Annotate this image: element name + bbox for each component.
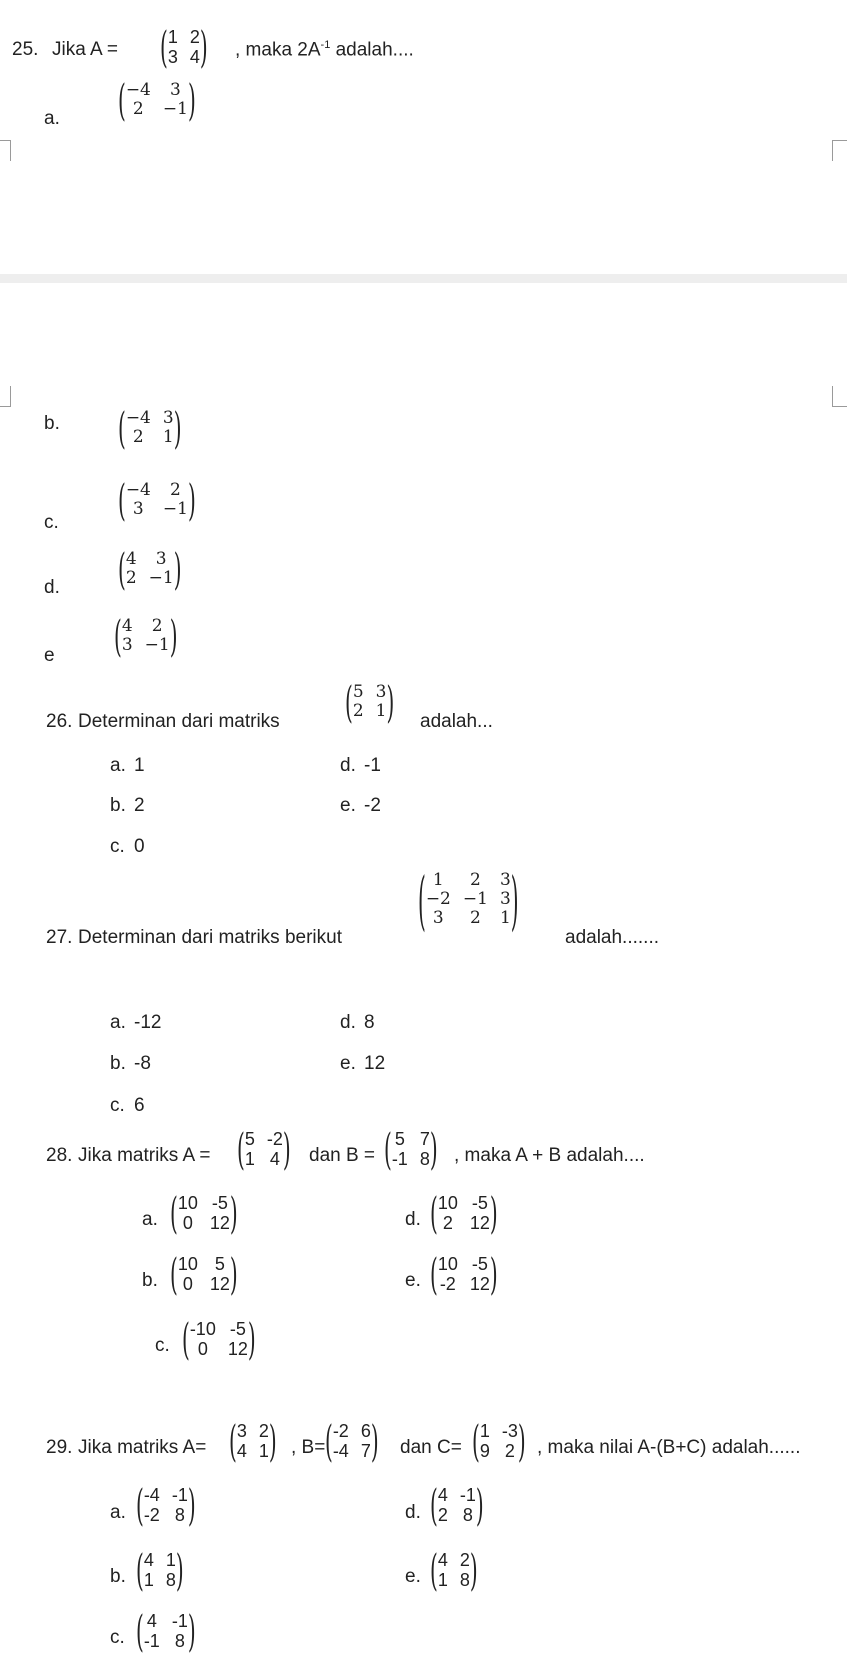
- matrix-right-paren: ): [229, 1248, 238, 1301]
- matrix-right-paren: ): [475, 1479, 484, 1532]
- matrix-cell: 1: [165, 1550, 176, 1570]
- matrix-cell: 0: [182, 1212, 193, 1233]
- matrix-grid: [438, 1255, 490, 1294]
- matrix-cell: −4: [125, 408, 151, 428]
- matrix-cell: 4: [121, 616, 133, 636]
- matrix-cell: −1: [462, 888, 488, 909]
- matrix-cell: 5: [394, 1129, 405, 1149]
- matrix-cell: −1: [148, 567, 174, 588]
- q27-matrix: [418, 861, 519, 939]
- matrix-right-paren: ): [469, 1544, 478, 1597]
- matrix-cell: 5: [244, 1129, 255, 1149]
- q29-option-b-matrix: [136, 1544, 184, 1597]
- q25-option-a-label: a.: [44, 108, 60, 129]
- matrix-cell: 3: [375, 682, 387, 702]
- q26-option-c: [110, 837, 145, 856]
- matrix-left-paren: (: [229, 1415, 237, 1468]
- matrix-cell: 4: [236, 1440, 247, 1461]
- matrix-cell: 4: [437, 1550, 448, 1570]
- q28-matrix-a: [237, 1123, 291, 1176]
- matrix-right-paren: ): [489, 1248, 498, 1301]
- option-label: b.: [110, 1053, 126, 1074]
- matrix-grid: [126, 410, 174, 447]
- matrix-cell: 12: [227, 1338, 248, 1359]
- page-corner-top-right: [832, 140, 847, 161]
- matrix-cell: 7: [360, 1440, 371, 1461]
- matrix-cell: -2: [439, 1273, 456, 1294]
- matrix-cell: 8: [174, 1504, 185, 1525]
- q27-text: Determinan dari matriks berikut: [78, 927, 342, 948]
- matrix-left-paren: (: [118, 543, 126, 596]
- page-corner-bottom-right: [832, 386, 847, 407]
- matrix-cell: -5: [471, 1193, 488, 1213]
- matrix-right-paren: ): [386, 676, 395, 729]
- matrix-cell: 12: [209, 1212, 230, 1233]
- matrix-grid: [122, 618, 170, 655]
- matrix-grid: [144, 1612, 188, 1651]
- matrix-cell: 3: [121, 634, 133, 655]
- matrix-cell: 1: [479, 1421, 490, 1441]
- matrix-grid: [438, 1194, 490, 1233]
- q25-option-e-label: e: [44, 645, 55, 666]
- matrix-grid: [480, 1422, 518, 1461]
- matrix-cell: 1: [432, 870, 444, 890]
- q27-option-e: [340, 1054, 385, 1073]
- q28-text-b: dan B =: [309, 1145, 376, 1166]
- matrix-cell: -5: [471, 1254, 488, 1274]
- matrix-grid: [126, 482, 188, 519]
- option-label: c.: [110, 1095, 125, 1116]
- q28-number: 28.: [46, 1145, 73, 1166]
- matrix-left-paren: (: [170, 1187, 178, 1240]
- matrix-grid: [178, 1194, 230, 1233]
- matrix-right-paren: ): [489, 1187, 498, 1240]
- q25-option-d-label: d.: [44, 577, 60, 598]
- matrix-cell: 5: [214, 1254, 225, 1274]
- matrix-cell: 2: [125, 567, 137, 588]
- matrix-right-paren: ): [199, 21, 208, 74]
- matrix-cell: 8: [459, 1569, 470, 1590]
- option-label: e.: [340, 1053, 356, 1074]
- matrix-left-paren: (: [430, 1544, 438, 1597]
- q28-option-e-matrix: [430, 1248, 498, 1301]
- matrix-left-paren: (: [170, 1248, 178, 1301]
- matrix-right-paren: ): [370, 1415, 379, 1468]
- q25-number: 25.: [12, 39, 39, 60]
- matrix-cell: 10: [437, 1254, 458, 1274]
- q29-option-a-matrix: [136, 1479, 196, 1532]
- option-value: 2: [134, 795, 145, 816]
- q28-option-d-label: d.: [405, 1209, 421, 1230]
- matrix-left-paren: (: [136, 1544, 144, 1597]
- matrix-cell: 1: [244, 1148, 255, 1169]
- q29-text-c: dan C=: [400, 1437, 462, 1458]
- option-value: 12: [364, 1053, 386, 1074]
- matrix-cell: −1: [162, 498, 188, 519]
- q25-option-c-matrix: [118, 474, 196, 527]
- matrix-cell: −4: [125, 80, 151, 100]
- matrix-cell: 3: [132, 498, 144, 519]
- matrix-cell: -2: [266, 1129, 283, 1149]
- matrix-left-paren: (: [136, 1479, 144, 1532]
- matrix-cell: 0: [182, 1273, 193, 1294]
- matrix-cell: 2: [469, 907, 481, 928]
- matrix-cell: -1: [459, 1485, 476, 1505]
- matrix-cell: 2: [442, 1212, 453, 1233]
- matrix-left-paren: (: [325, 1415, 333, 1468]
- option-value: 6: [134, 1095, 145, 1116]
- matrix-cell: 8: [419, 1148, 430, 1169]
- matrix-grid: [438, 1486, 476, 1525]
- q25-option-c-label: c.: [44, 512, 59, 533]
- matrix-cell: -2: [332, 1421, 349, 1441]
- matrix-cell: 12: [209, 1273, 230, 1294]
- matrix-right-paren: ): [517, 1415, 526, 1468]
- matrix-cell: -5: [211, 1193, 228, 1213]
- matrix-cell: 4: [146, 1611, 157, 1631]
- matrix-right-paren: ): [187, 474, 196, 527]
- q29-text-a: Jika matriks A=: [78, 1437, 207, 1458]
- matrix-cell: 2: [151, 616, 163, 636]
- matrix-grid: [245, 1130, 283, 1169]
- matrix-grid: [144, 1486, 188, 1525]
- q28-option-a-matrix: [170, 1187, 238, 1240]
- matrix-cell: 1: [437, 1569, 448, 1590]
- matrix-cell: 10: [177, 1193, 198, 1213]
- q25-matrix-a: [160, 21, 208, 74]
- matrix-left-paren: (: [384, 1123, 392, 1176]
- matrix-grid: [353, 684, 387, 721]
- matrix-right-paren: ): [282, 1123, 291, 1176]
- matrix-cell: 1: [375, 700, 387, 721]
- matrix-left-paren: (: [118, 74, 126, 127]
- matrix-left-paren: (: [345, 676, 353, 729]
- option-value: -1: [364, 755, 381, 776]
- matrix-right-paren: ): [429, 1123, 438, 1176]
- matrix-cell: -4: [143, 1485, 160, 1505]
- matrix-cell: 3: [167, 46, 178, 67]
- matrix-grid: [178, 1255, 230, 1294]
- option-label: c.: [110, 836, 125, 857]
- matrix-cell: 1: [162, 426, 174, 447]
- matrix-cell: 2: [189, 27, 200, 47]
- matrix-right-paren: ): [510, 861, 519, 939]
- matrix-cell: 3: [236, 1421, 247, 1441]
- q25-option-d-matrix: [118, 543, 182, 596]
- q25-text-middle: , maka $2A^{-1}$ adalah....: [235, 39, 414, 61]
- matrix-cell: 3: [155, 549, 167, 569]
- q28-option-b-label: b.: [142, 1270, 158, 1291]
- q29-option-d-matrix: [430, 1479, 484, 1532]
- option-value: -2: [364, 795, 381, 816]
- matrix-cell: 12: [469, 1212, 490, 1233]
- option-value: 8: [364, 1012, 375, 1033]
- option-label: e.: [340, 795, 356, 816]
- matrix-grid: [126, 551, 174, 588]
- option-label: d.: [340, 755, 356, 776]
- q28-option-e-label: e.: [405, 1270, 421, 1291]
- matrix-left-paren: (: [160, 21, 168, 74]
- matrix-cell: −1: [162, 98, 188, 119]
- matrix-cell: 1: [258, 1440, 269, 1461]
- q26-text: Determinan dari matriks: [78, 711, 280, 732]
- q26-option-d: [340, 756, 381, 775]
- matrix-cell: -1: [391, 1148, 408, 1169]
- matrix-cell: 3: [169, 80, 181, 100]
- q28-option-c-matrix: [182, 1313, 256, 1366]
- matrix-cell: -5: [229, 1319, 246, 1339]
- matrix-cell: 8: [165, 1569, 176, 1590]
- matrix-cell: 4: [125, 549, 137, 569]
- q25-option-e-matrix: [114, 610, 178, 663]
- matrix-grid: [426, 872, 511, 928]
- matrix-cell: 8: [174, 1630, 185, 1651]
- matrix-cell: −2: [425, 888, 451, 909]
- matrix-grid: [168, 28, 200, 67]
- matrix-left-paren: (: [472, 1415, 480, 1468]
- matrix-left-paren: (: [430, 1187, 438, 1240]
- matrix-grid: [237, 1422, 269, 1461]
- matrix-cell: 4: [269, 1148, 280, 1169]
- matrix-right-paren: ): [247, 1313, 256, 1366]
- q29-matrix-b: [325, 1415, 379, 1468]
- q26-option-b: [110, 796, 145, 815]
- matrix-cell: -3: [501, 1421, 518, 1441]
- page-corner-top-left: [0, 140, 11, 161]
- q28-matrix-b: [384, 1123, 438, 1176]
- q28-option-d-matrix: [430, 1187, 498, 1240]
- q29-option-b-label: b.: [110, 1566, 126, 1587]
- matrix-cell: -4: [332, 1440, 349, 1461]
- option-label: a.: [110, 1012, 126, 1033]
- matrix-left-paren: (: [237, 1123, 245, 1176]
- q29-option-d-label: d.: [405, 1502, 421, 1523]
- matrix-cell: −4: [125, 480, 151, 500]
- matrix-cell: 2: [437, 1504, 448, 1525]
- matrix-left-paren: (: [114, 610, 122, 663]
- matrix-grid: [190, 1320, 248, 1359]
- matrix-cell: -2: [143, 1504, 160, 1525]
- matrix-left-paren: (: [118, 474, 126, 527]
- matrix-cell: 1: [167, 27, 178, 47]
- matrix-cell: 2: [169, 480, 181, 500]
- matrix-cell: 0: [197, 1338, 208, 1359]
- matrix-cell: 3: [499, 870, 511, 890]
- matrix-cell: -10: [189, 1319, 216, 1339]
- matrix-cell: 7: [419, 1129, 430, 1149]
- q25-superscript: -1: [320, 39, 331, 51]
- matrix-cell: 3: [162, 408, 174, 428]
- matrix-left-paren: (: [118, 402, 126, 455]
- option-value: -8: [134, 1053, 151, 1074]
- matrix-left-paren: (: [418, 861, 426, 939]
- matrix-cell: 8: [462, 1504, 473, 1525]
- q29-option-c-label: c.: [110, 1627, 125, 1648]
- matrix-cell: 1: [499, 907, 511, 928]
- option-value: 0: [134, 836, 145, 857]
- q29-option-c-matrix: [136, 1605, 196, 1657]
- q29-option-e-label: e.: [405, 1566, 421, 1587]
- matrix-cell: 2: [469, 870, 481, 890]
- matrix-cell: 2: [258, 1421, 269, 1441]
- matrix-right-paren: ): [187, 1479, 196, 1532]
- matrix-cell: 5: [352, 682, 364, 702]
- matrix-cell: -1: [143, 1630, 160, 1651]
- matrix-left-paren: (: [182, 1313, 190, 1366]
- matrix-cell: 12: [469, 1273, 490, 1294]
- q29-number: 29.: [46, 1437, 73, 1458]
- q27-option-c: [110, 1096, 145, 1115]
- q27-option-b: [110, 1054, 151, 1073]
- q27-suffix: adalah.......: [565, 927, 660, 948]
- matrix-cell: 4: [189, 46, 200, 67]
- q27-number: 27.: [46, 927, 73, 948]
- matrix-right-paren: ): [173, 402, 182, 455]
- q25-option-a-matrix: [118, 74, 196, 127]
- matrix-cell: -1: [171, 1485, 188, 1505]
- q26-number: 26.: [46, 711, 73, 732]
- q27-option-d: [340, 1013, 375, 1032]
- matrix-cell: 3: [499, 888, 511, 909]
- matrix-cell: 2: [132, 426, 144, 447]
- q25-text-prefix: Jika A =: [52, 39, 119, 60]
- matrix-right-paren: ): [175, 1544, 184, 1597]
- matrix-cell: -1: [171, 1611, 188, 1631]
- matrix-cell: 3: [432, 907, 444, 928]
- q29-option-a-label: a.: [110, 1502, 126, 1523]
- matrix-cell: 9: [479, 1440, 490, 1461]
- q28-text-a: Jika matriks A =: [78, 1145, 211, 1166]
- q29-suffix: , maka nilai A-(B+C) adalah......: [537, 1437, 801, 1458]
- matrix-cell: 2: [132, 98, 144, 119]
- q25-option-b-label: b.: [44, 413, 60, 434]
- q26-suffix: adalah...: [420, 711, 493, 732]
- q25-option-b-matrix: [118, 402, 182, 455]
- matrix-cell: 1: [143, 1569, 154, 1590]
- option-value: -12: [134, 1012, 162, 1033]
- matrix-left-paren: (: [430, 1479, 438, 1532]
- q29-text-b: , B=: [291, 1437, 326, 1458]
- matrix-cell: 2: [459, 1550, 470, 1570]
- matrix-cell: 2: [352, 700, 364, 721]
- matrix-grid: [126, 82, 188, 119]
- q28-option-c-label: c.: [155, 1335, 170, 1356]
- matrix-right-paren: ): [173, 543, 182, 596]
- matrix-grid: [438, 1551, 470, 1590]
- matrix-cell: 10: [177, 1254, 198, 1274]
- option-label: a.: [110, 755, 126, 776]
- matrix-grid: [333, 1422, 371, 1461]
- matrix-cell: 10: [437, 1193, 458, 1213]
- q29-matrix-a: [229, 1415, 277, 1468]
- option-label: b.: [110, 795, 126, 816]
- q28-suffix: , maka A + B adalah....: [454, 1145, 645, 1166]
- option-label: d.: [340, 1012, 356, 1033]
- q26-matrix: [345, 676, 395, 729]
- q29-matrix-c: [472, 1415, 526, 1468]
- q26-option-a: [110, 756, 145, 775]
- matrix-grid: [392, 1130, 430, 1169]
- matrix-right-paren: ): [187, 74, 196, 127]
- q27-option-a: [110, 1013, 161, 1032]
- page-gap: [0, 274, 847, 283]
- matrix-cell: 2: [504, 1440, 515, 1461]
- matrix-grid: [144, 1551, 176, 1590]
- page-corner-bottom-left: [0, 386, 11, 407]
- matrix-cell: −1: [144, 634, 170, 655]
- matrix-cell: 6: [360, 1421, 371, 1441]
- matrix-cell: 4: [437, 1485, 448, 1505]
- matrix-cell: 4: [143, 1550, 154, 1570]
- matrix-right-paren: ): [187, 1605, 196, 1657]
- option-value: 1: [134, 755, 145, 776]
- matrix-right-paren: ): [229, 1187, 238, 1240]
- matrix-right-paren: ): [268, 1415, 277, 1468]
- q26-option-e: [340, 796, 381, 815]
- q28-option-a-label: a.: [142, 1209, 158, 1230]
- q29-option-e-matrix: [430, 1544, 478, 1597]
- matrix-left-paren: (: [430, 1248, 438, 1301]
- matrix-left-paren: (: [136, 1605, 144, 1657]
- q28-option-b-matrix: [170, 1248, 238, 1301]
- matrix-right-paren: ): [169, 610, 178, 663]
